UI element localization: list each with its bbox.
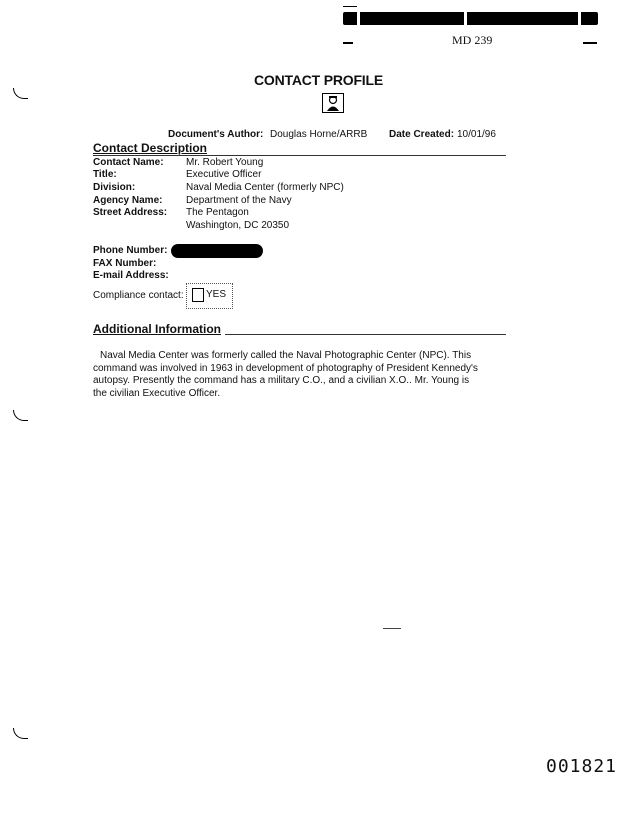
street-value-line1: The Pentagon xyxy=(186,207,249,218)
margin-mark xyxy=(13,728,28,739)
title-value: Executive Officer xyxy=(186,169,262,180)
date-label: Date Created: xyxy=(389,129,455,140)
scan-mark xyxy=(383,628,401,629)
phone-label: Phone Number: xyxy=(93,245,168,256)
header-dash-left xyxy=(343,42,353,44)
paragraph-line: the civilian Executive Officer. xyxy=(93,387,221,399)
section-divider xyxy=(93,155,506,156)
redaction-gap xyxy=(464,12,467,25)
agency-value: Department of the Navy xyxy=(186,195,292,206)
paragraph-line: Naval Media Center was formerly called the Naval Photographic Center (NPC). This xyxy=(100,350,472,361)
redaction-gap xyxy=(357,12,360,25)
division-value: Naval Media Center (formerly NPC) xyxy=(186,182,344,193)
additional-information-heading: Additional Information xyxy=(93,322,221,336)
street-value-line2: Washington, DC 20350 xyxy=(186,220,290,231)
contact-name-label: Contact Name: xyxy=(93,157,164,168)
street-label: Street Address: xyxy=(93,207,168,218)
fax-label: FAX Number: xyxy=(93,258,157,269)
margin-mark xyxy=(13,88,28,99)
author-label: Document's Author: xyxy=(168,129,264,140)
email-label: E-mail Address: xyxy=(93,270,169,281)
section-divider xyxy=(225,334,506,335)
doc-code: MD 239 xyxy=(452,33,493,47)
title-label: Title: xyxy=(93,169,117,180)
compliance-checkbox[interactable] xyxy=(192,288,204,302)
compliance-value: YES xyxy=(206,289,227,300)
redaction-gap xyxy=(578,12,581,25)
date-value: 10/01/96 xyxy=(457,129,496,140)
page-title: CONTACT PROFILE xyxy=(254,72,383,88)
header-tick xyxy=(343,6,357,7)
compliance-label: Compliance contact: xyxy=(93,290,184,301)
header-dash-right xyxy=(583,42,597,44)
paragraph-line: command was involved in 1963 in development of photography of President Kennedy's xyxy=(93,362,478,374)
division-label: Division: xyxy=(93,182,136,193)
document-number: 001821 xyxy=(546,756,618,777)
paragraph-line: autopsy. Presently the command has a military C.O., and a civilian X.O.. Mr. Young is xyxy=(93,375,470,386)
contact-description-heading: Contact Description xyxy=(93,141,208,155)
contact-person-icon xyxy=(322,93,344,113)
additional-information-body xyxy=(93,350,513,400)
margin-mark xyxy=(13,410,28,421)
agency-label: Agency Name: xyxy=(93,195,163,206)
phone-redaction xyxy=(171,244,263,258)
author-value: Douglas Horne/ARRB xyxy=(270,129,368,140)
contact-name-value: Mr. Robert Young xyxy=(186,157,264,168)
redaction-bar xyxy=(343,12,598,25)
